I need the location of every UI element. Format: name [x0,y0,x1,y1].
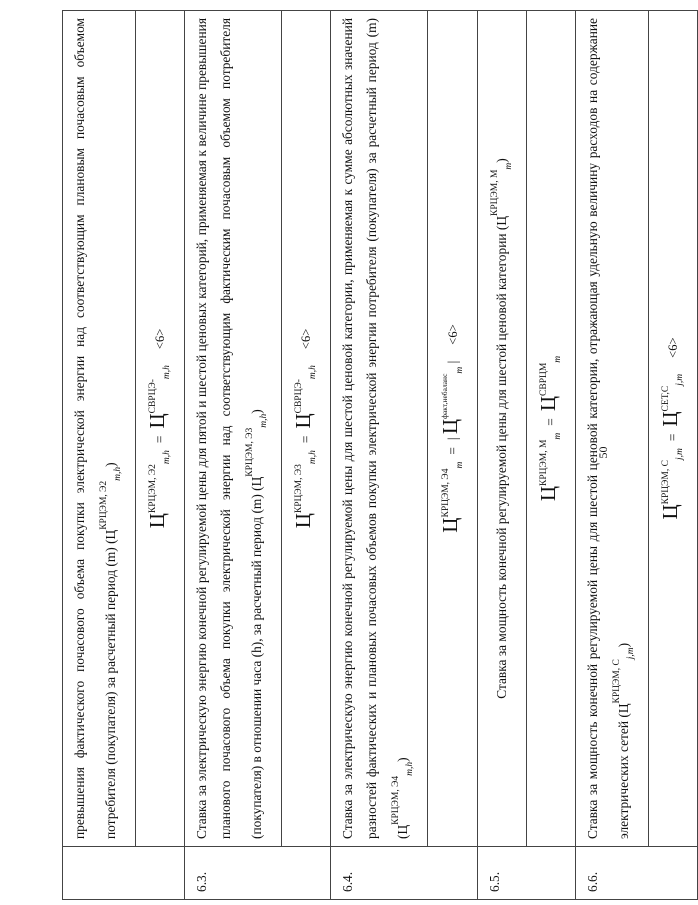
row-description: Ставка за мощность конечной регулируемой цены для шестой ценовой категории $(Ц^{КРЦЭМ, М}_m)$ [478,11,527,847]
row-description: Ставка за мощность конечной регулируемой цены для шестой ценовой категории, отражающая удельную величину расходов на содержание электрических сетей $(Ц^{КРЦЭМ, С}_{j,m})$ [576,11,649,847]
row-description: Ставка за электрическую энергию конечной регулируемой цены для пятой и шестой ценовых категорий, применяемая к величине превышения планового почасового объема покупки электрической энергии над соответствующим фактическим почасовым объемом потребителя (покупателя) в отношении часа (h), за расчетный период (m) $(Ц^{КРЦЭМ, Э3}_{m,h})$ [185,11,282,847]
row-description: превышения фактического почасового объема покупки электрической энергии над соответствующим плановым почасовым объемом потребителя (покупателя) за расчетный период (m) $(Ц^{КРЦЭМ, Э2}_{m,h})$ [63,11,136,847]
page-number: 50 [596,446,610,459]
formula: $Ц^{КРЦЭМ, М}_m=Ц^{СВРЦМ}_m$ [527,11,576,847]
formula-row [282,11,331,900]
table-row [63,11,136,900]
formula-row [428,11,478,900]
row-number: 6.4. [331,847,478,900]
table-row [185,11,282,900]
formula: $Ц^{КРЦЭМ, Э3}_{m,h}=Ц^{СВРЦЭ-}_{m,h}<6>$ [282,11,331,847]
formula: $Ц^{КРЦЭМ, Э4}_m=|$ $Ц^{факт,небаланс}_m$ |<6> [428,11,478,847]
row-number: 6.6. [576,847,698,900]
formula: $Ц^{КРЦЭМ, С}_{j,m}=Ц^{СЕТ,С}_{j,m}<6>$ [649,11,698,847]
table-row [478,11,527,900]
row-description: Ставка за электрическую энергию конечной регулируемой цены для шестой ценовой категории, применяемая к сумме абсолютных значений разностей фактических и плановых почасовых объемов покупки электрической энергии потребителя (покупателя) за расчетный период (m) $(Ц^{КРЦЭМ, Э4}_{m,h})$ [331,11,428,847]
formula: $Ц^{КРЦЭМ, Э2}_{m,h}=Ц^{СВРЦЭ-}_{m,h}<6>$ [136,11,185,847]
formula-row [649,11,698,900]
row-number [63,847,185,900]
row-number: 6.3. [185,847,331,900]
table-row [331,11,428,900]
table-row [576,11,649,900]
formula-row [136,11,185,900]
row-number: 6.5. [478,847,576,900]
tariff-table [62,10,698,900]
formula-row [527,11,576,900]
